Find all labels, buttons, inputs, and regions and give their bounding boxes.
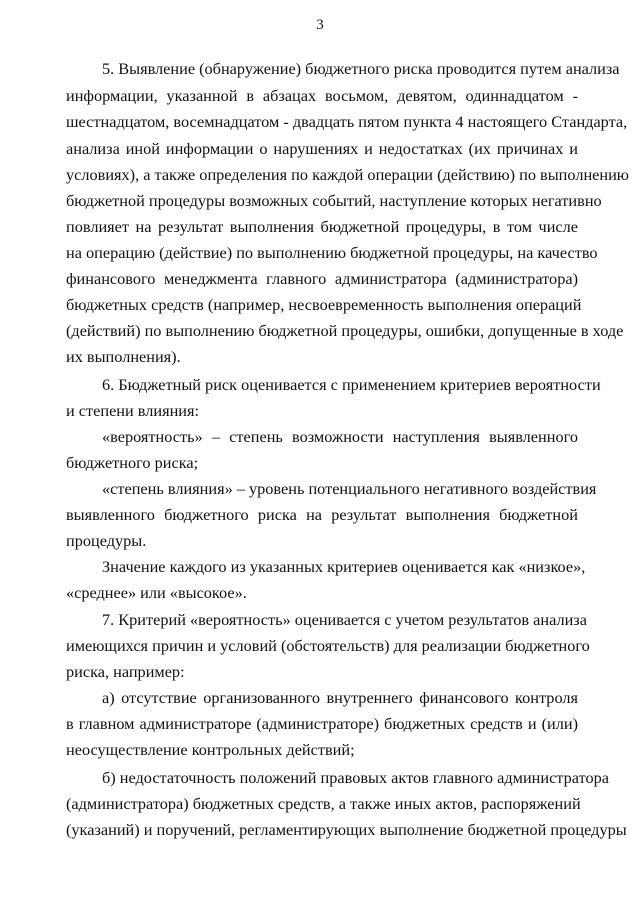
text-line: неосуществление контрольных действий;: [66, 740, 355, 759]
text-line: финансового менеджмента главного администратора (администратора): [66, 269, 578, 288]
text-line: выявленного бюджетного риска на результат выполнения бюджетной: [66, 505, 578, 524]
text-line: анализа иной информации о нарушениях и недостатках (их причинах и: [66, 139, 578, 158]
text-line: Значение каждого из указанных критериев оценивается как «низкое»,: [102, 557, 586, 576]
page-number: 3: [316, 17, 324, 33]
text-line: 7. Критерий «вероятность» оценивается с учетом результатов анализа: [102, 610, 587, 629]
text-line: б) недостаточность положений правовых актов главного администратора: [102, 768, 609, 787]
text-line: на операцию (действие) по выполнению бюджетной процедуры, на качество: [66, 243, 598, 262]
text-line: «среднее» или «высокое».: [66, 583, 247, 602]
text-line: и степени влияния:: [66, 401, 200, 420]
text-line: а) отсутствие организованного внутреннего финансового контроля: [102, 688, 578, 707]
text-line: информации, указанной в абзацах восьмом, девятом, одиннадцатом -: [66, 86, 578, 105]
text-line: бюджетных средств (например, несвоевременность выполнения операций: [66, 295, 582, 314]
text-line: «степень влияния» – уровень потенциального негативного воздействия: [102, 479, 597, 498]
text-line: 5. Выявление (обнаружение) бюджетного риска проводится путем анализа: [102, 59, 620, 78]
text-line: имеющихся причин и условий (обстоятельств) для реализации бюджетного: [66, 636, 590, 655]
text-line: процедуры.: [66, 531, 147, 550]
text-line: условиях), а также определения по каждой операции (действию) по выполнению: [66, 165, 629, 184]
text-line: (действий) по выполнению бюджетной процедуры, ошибки, допущенные в ходе: [66, 321, 624, 340]
text-line: (администратора) бюджетных средств, а также иных актов, распоряжений: [66, 794, 581, 813]
text-line: бюджетной процедуры возможных событий, наступление которых негативно: [66, 191, 602, 210]
text-line: в главном администраторе (администраторе) бюджетных средств и (или): [66, 714, 578, 733]
text-line: шестнадцатом, восемнадцатом - двадцать пятом пункта 4 настоящего Стандарта,: [66, 112, 628, 131]
text-line: 6. Бюджетный риск оценивается с применением критериев вероятности: [102, 375, 601, 394]
text-line: бюджетного риска;: [66, 453, 199, 472]
text-line: «вероятность» – степень возможности наступления выявленного: [102, 427, 578, 446]
text-line: повлияет на результат выполнения бюджетной процедуры, в том числе: [66, 217, 578, 236]
text-line: (указаний) и поручений, регламентирующих выполнение бюджетной процедуры: [66, 820, 627, 839]
text-line: их выполнения).: [66, 347, 181, 366]
text-line: риска, например:: [66, 662, 185, 681]
